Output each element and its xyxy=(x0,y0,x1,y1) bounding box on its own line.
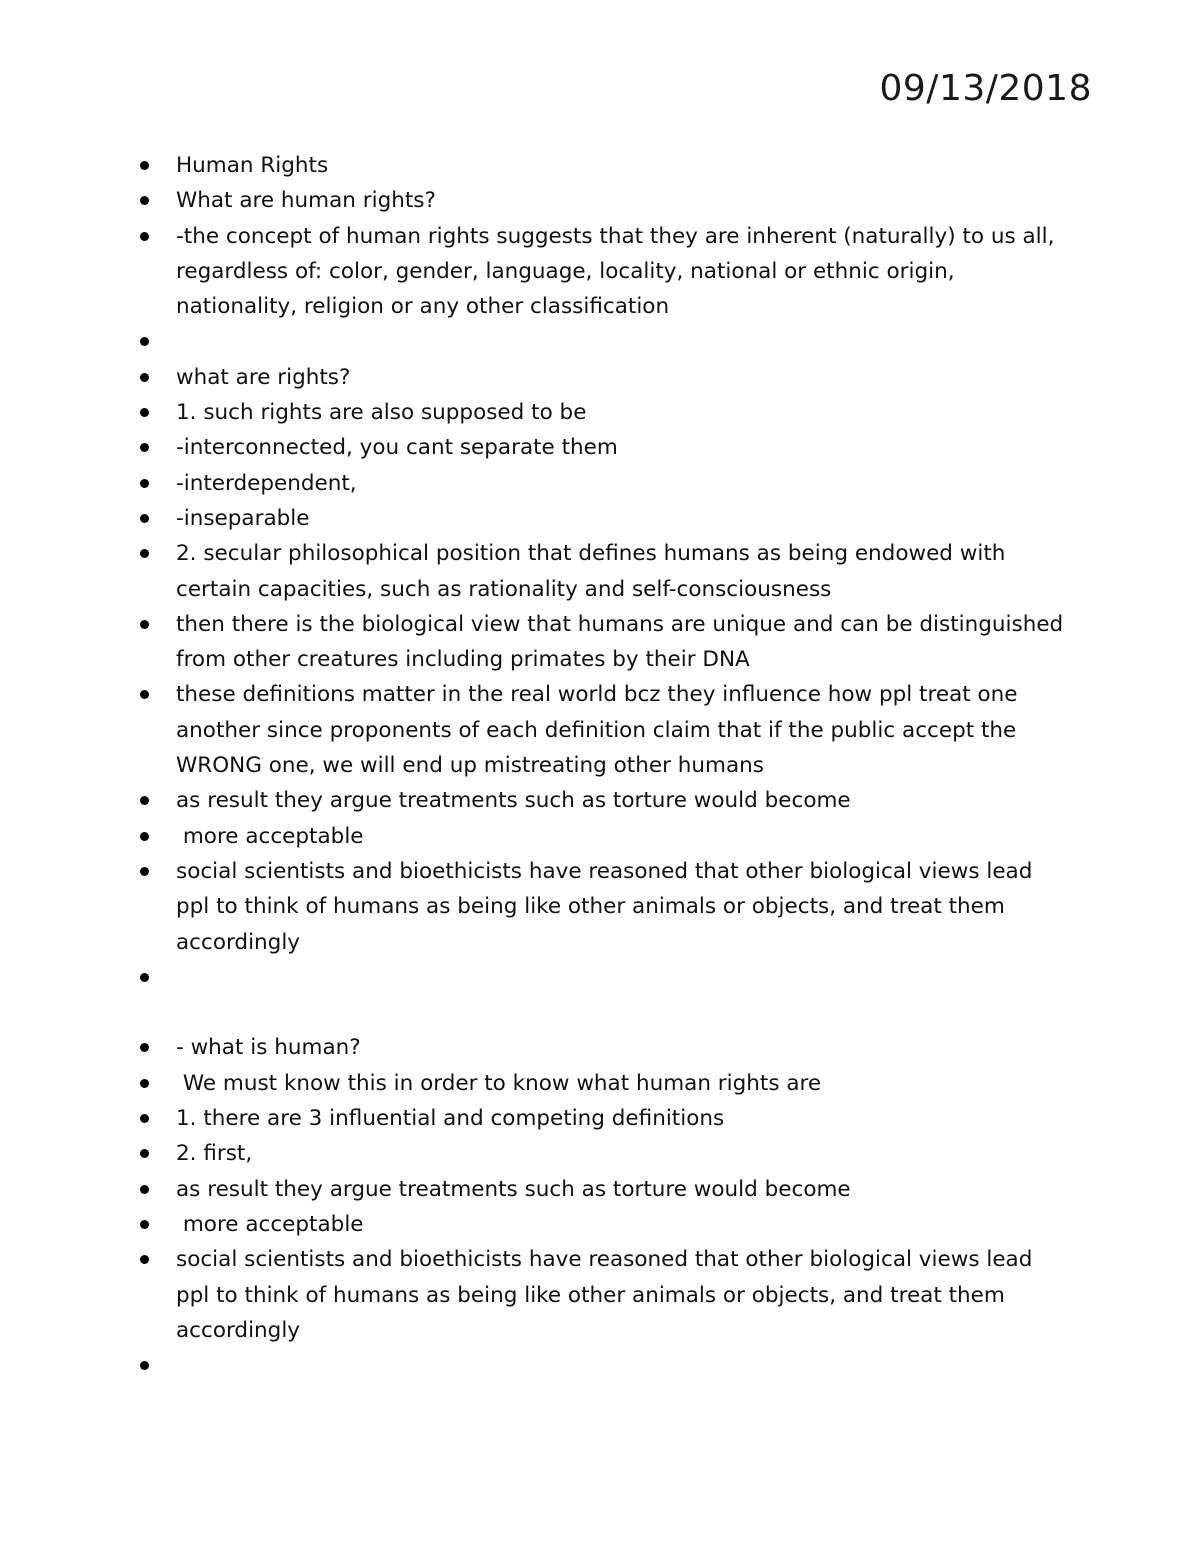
bullet-icon xyxy=(140,232,149,241)
bullet-icon xyxy=(140,408,149,417)
list-item xyxy=(138,324,1068,359)
list-item-text: 2. secular philosophical position that defines humans as being endowed with certain capacities, such as rationality and self-consciousness xyxy=(176,541,1013,602)
list-item-text: -inseparable xyxy=(176,505,310,531)
list-item-text: -interconnected, you cant separate them xyxy=(176,435,618,461)
list-item xyxy=(138,960,1068,995)
bullet-icon xyxy=(140,1114,149,1123)
bullet-icon xyxy=(140,832,149,841)
list-item-text: what are rights? xyxy=(176,364,351,390)
bullet-icon xyxy=(140,373,149,382)
list-item xyxy=(138,219,1068,325)
bullet-icon xyxy=(140,620,149,629)
list-item-text: -interdependent, xyxy=(176,470,357,496)
list-item xyxy=(138,607,1071,678)
notes-list xyxy=(138,148,1071,1383)
bullet-icon xyxy=(140,796,149,805)
bullet-icon xyxy=(140,1149,149,1158)
list-item-text: - what is human? xyxy=(176,1035,361,1061)
list-item xyxy=(138,677,1068,783)
bullet-icon xyxy=(140,1079,149,1088)
bullet-icon xyxy=(140,1185,149,1194)
bullet-icon xyxy=(140,1043,149,1052)
list-item xyxy=(138,1348,1068,1383)
list-item xyxy=(138,854,1068,960)
list-item xyxy=(138,536,1068,607)
list-item xyxy=(138,430,1068,465)
list-item-text: social scientists and bioethicists have reasoned that other biological views lead ppl to think of humans as being like other animals or objects, and treat them accordingly xyxy=(176,1247,1040,1343)
list-item-text: 1. such rights are also supposed to be xyxy=(176,400,587,426)
list-item xyxy=(138,360,1068,395)
bullet-icon xyxy=(140,161,149,170)
bullet-icon xyxy=(140,337,149,346)
list-item-text: -the concept of human rights suggests that they are inherent (naturally) to us all, regardless of: color, gender, language, locality, national or ethnic origin, nationality, religion or any other classification xyxy=(176,223,1062,320)
bullet-icon xyxy=(140,443,149,452)
list-item xyxy=(138,466,1068,501)
bullet-icon xyxy=(140,1255,149,1264)
list-item xyxy=(138,183,1068,218)
list-item-text: as result they argue treatments such as torture would become xyxy=(176,788,851,814)
bullet-icon xyxy=(140,549,149,558)
list-item xyxy=(138,783,1068,818)
list-item xyxy=(138,395,1068,430)
list-spacer xyxy=(138,995,1068,1030)
list-item xyxy=(138,1101,1068,1136)
bullet-icon xyxy=(140,196,149,205)
date-header: 09/13/2018 xyxy=(879,68,1092,109)
list-item-text: 1. there are 3 influential and competing definitions xyxy=(176,1106,725,1132)
list-item-text: then there is the biological view that humans are unique and can be distinguished from other creatures including primates by their DNA xyxy=(176,611,1071,673)
list-item xyxy=(138,501,1068,536)
bullet-icon xyxy=(140,690,149,699)
bullet-icon xyxy=(140,514,149,523)
list-item xyxy=(138,819,1068,854)
list-item-text: as result they argue treatments such as torture would become xyxy=(176,1176,851,1202)
list-item-text: these definitions matter in the real world bcz they influence how ppl treat one another since proponents of each definition claim that if the public accept the WRONG one, we will end up mistreating other humans xyxy=(176,682,1025,779)
list-item-text: more acceptable xyxy=(176,1211,364,1237)
list-item xyxy=(138,148,1068,183)
list-item xyxy=(138,1172,1068,1207)
list-item xyxy=(138,1136,1068,1171)
list-item xyxy=(138,1242,1068,1348)
bullet-icon xyxy=(140,1220,149,1229)
list-item-text: We must know this in order to know what human rights are xyxy=(176,1070,822,1096)
bullet-icon xyxy=(140,1361,149,1370)
list-item xyxy=(138,1207,1068,1242)
bullet-icon xyxy=(140,973,149,982)
list-item-text: social scientists and bioethicists have reasoned that other biological views lead ppl to think of humans as being like other animals or objects, and treat them accordingly xyxy=(176,858,1040,955)
list-item-text: Human Rights xyxy=(176,153,329,178)
bullet-icon xyxy=(140,479,149,488)
list-item-text: What are human rights? xyxy=(176,188,436,214)
list-item-text: 2. first, xyxy=(176,1141,253,1167)
list-item-text: more acceptable xyxy=(176,823,364,849)
list-item xyxy=(138,1030,1068,1065)
list-item xyxy=(138,1066,1068,1101)
bullet-icon xyxy=(140,867,149,876)
